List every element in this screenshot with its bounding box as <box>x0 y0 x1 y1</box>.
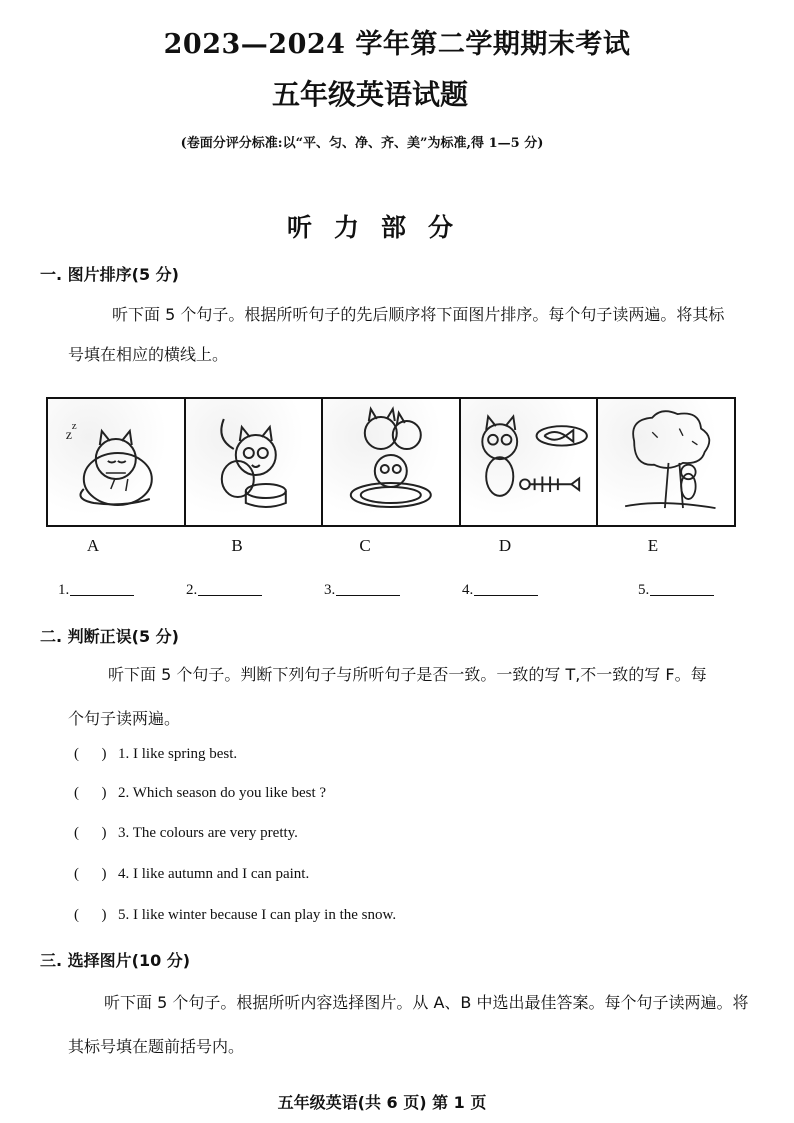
scoring-note: (卷面分评分标准:以“平、匀、净、齐、美”为标准,得 1—5 分) <box>180 136 544 151</box>
tf-item-5 <box>74 907 396 924</box>
cat-fish-bone-icon <box>461 399 599 525</box>
section1-heading: 一. 图片排序(5 分) <box>40 265 179 284</box>
answer-blank-5[interactable] <box>638 582 714 599</box>
section1-instruction-line1: 听下面 5 个句子。根据所听句子的先后顺序将下面图片排序。每个句子读两遍。将其标 <box>112 305 725 324</box>
answer-blank-4[interactable] <box>462 582 538 599</box>
answer-line[interactable] <box>70 595 134 596</box>
svg-text:z: z <box>71 420 77 432</box>
exam-title: 2023—2024 学年第二学期期末考试 <box>163 29 631 60</box>
tf-item-text: 5. I like winter because I can play in the snow. <box>118 907 397 923</box>
picture-label-b: B <box>231 536 243 555</box>
answer-blank-2[interactable] <box>186 582 262 599</box>
section1-instruction-line2: 号填在相应的横线上。 <box>68 345 229 364</box>
picture-strip <box>46 397 736 527</box>
sleeping-cat-icon <box>48 399 186 525</box>
tf-item-1 <box>74 746 237 763</box>
exam-subtitle: 五年级英语试题 <box>271 78 468 111</box>
tf-item-2 <box>74 785 326 802</box>
part-title: 听力部分 <box>286 213 475 242</box>
answer-parentheses[interactable]: ( ) <box>74 785 107 801</box>
tf-item-4 <box>74 866 309 883</box>
picture-label-a: A <box>86 536 100 555</box>
section2-instruction-line2: 个句子读两遍。 <box>68 709 181 728</box>
tf-item-3 <box>74 825 298 842</box>
tf-item-text: 4. I like autumn and I can paint. <box>118 866 310 882</box>
tf-item-text: 3. The colours are very pretty. <box>118 825 298 841</box>
answer-line[interactable] <box>198 595 262 596</box>
svg-text:z: z <box>65 428 73 443</box>
answer-line[interactable] <box>650 595 714 596</box>
answer-parentheses[interactable]: ( ) <box>74 746 107 762</box>
answer-parentheses[interactable]: ( ) <box>74 907 107 923</box>
answer-blank-3[interactable] <box>324 582 400 599</box>
section2-heading: 二. 判断正误(5 分) <box>40 627 179 646</box>
answer-line[interactable] <box>474 595 538 596</box>
tf-item-text: 2. Which season do you like best ? <box>118 785 327 801</box>
answer-parentheses[interactable]: ( ) <box>74 825 107 841</box>
cats-on-plate-icon <box>323 399 461 525</box>
picture-label-e: E <box>647 536 659 555</box>
answer-blank-number: 1. <box>58 582 70 598</box>
section3-instruction-line1: 听下面 5 个句子。根据所听内容选择图片。从 A、B 中选出最佳答案。每个句子读两遍。将 <box>104 993 749 1012</box>
section3-heading: 三. 选择图片(10 分) <box>40 951 191 970</box>
section3-instruction-line2: 其标号填在题前括号内。 <box>68 1037 245 1056</box>
answer-blank-1[interactable] <box>58 582 134 599</box>
answer-parentheses[interactable]: ( ) <box>74 866 107 882</box>
page-footer: 五年级英语(共 6 页) 第 1 页 <box>277 1093 487 1112</box>
cat-eating-icon <box>186 399 324 525</box>
picture-label-c: C <box>359 536 371 555</box>
answer-blank-number: 5. <box>638 582 650 598</box>
answer-blank-number: 2. <box>186 582 198 598</box>
tf-item-text: 1. I like spring best. <box>118 746 238 762</box>
section2-instruction-line1: 听下面 5 个句子。判断下列句子与所听句子是否一致。一致的写 T,不一致的写 F。每 <box>108 665 707 684</box>
answer-blank-number: 4. <box>462 582 474 598</box>
answer-blank-number: 3. <box>324 582 336 598</box>
picture-label-d: D <box>498 536 512 555</box>
answer-line[interactable] <box>336 595 400 596</box>
tree-icon <box>598 399 734 525</box>
